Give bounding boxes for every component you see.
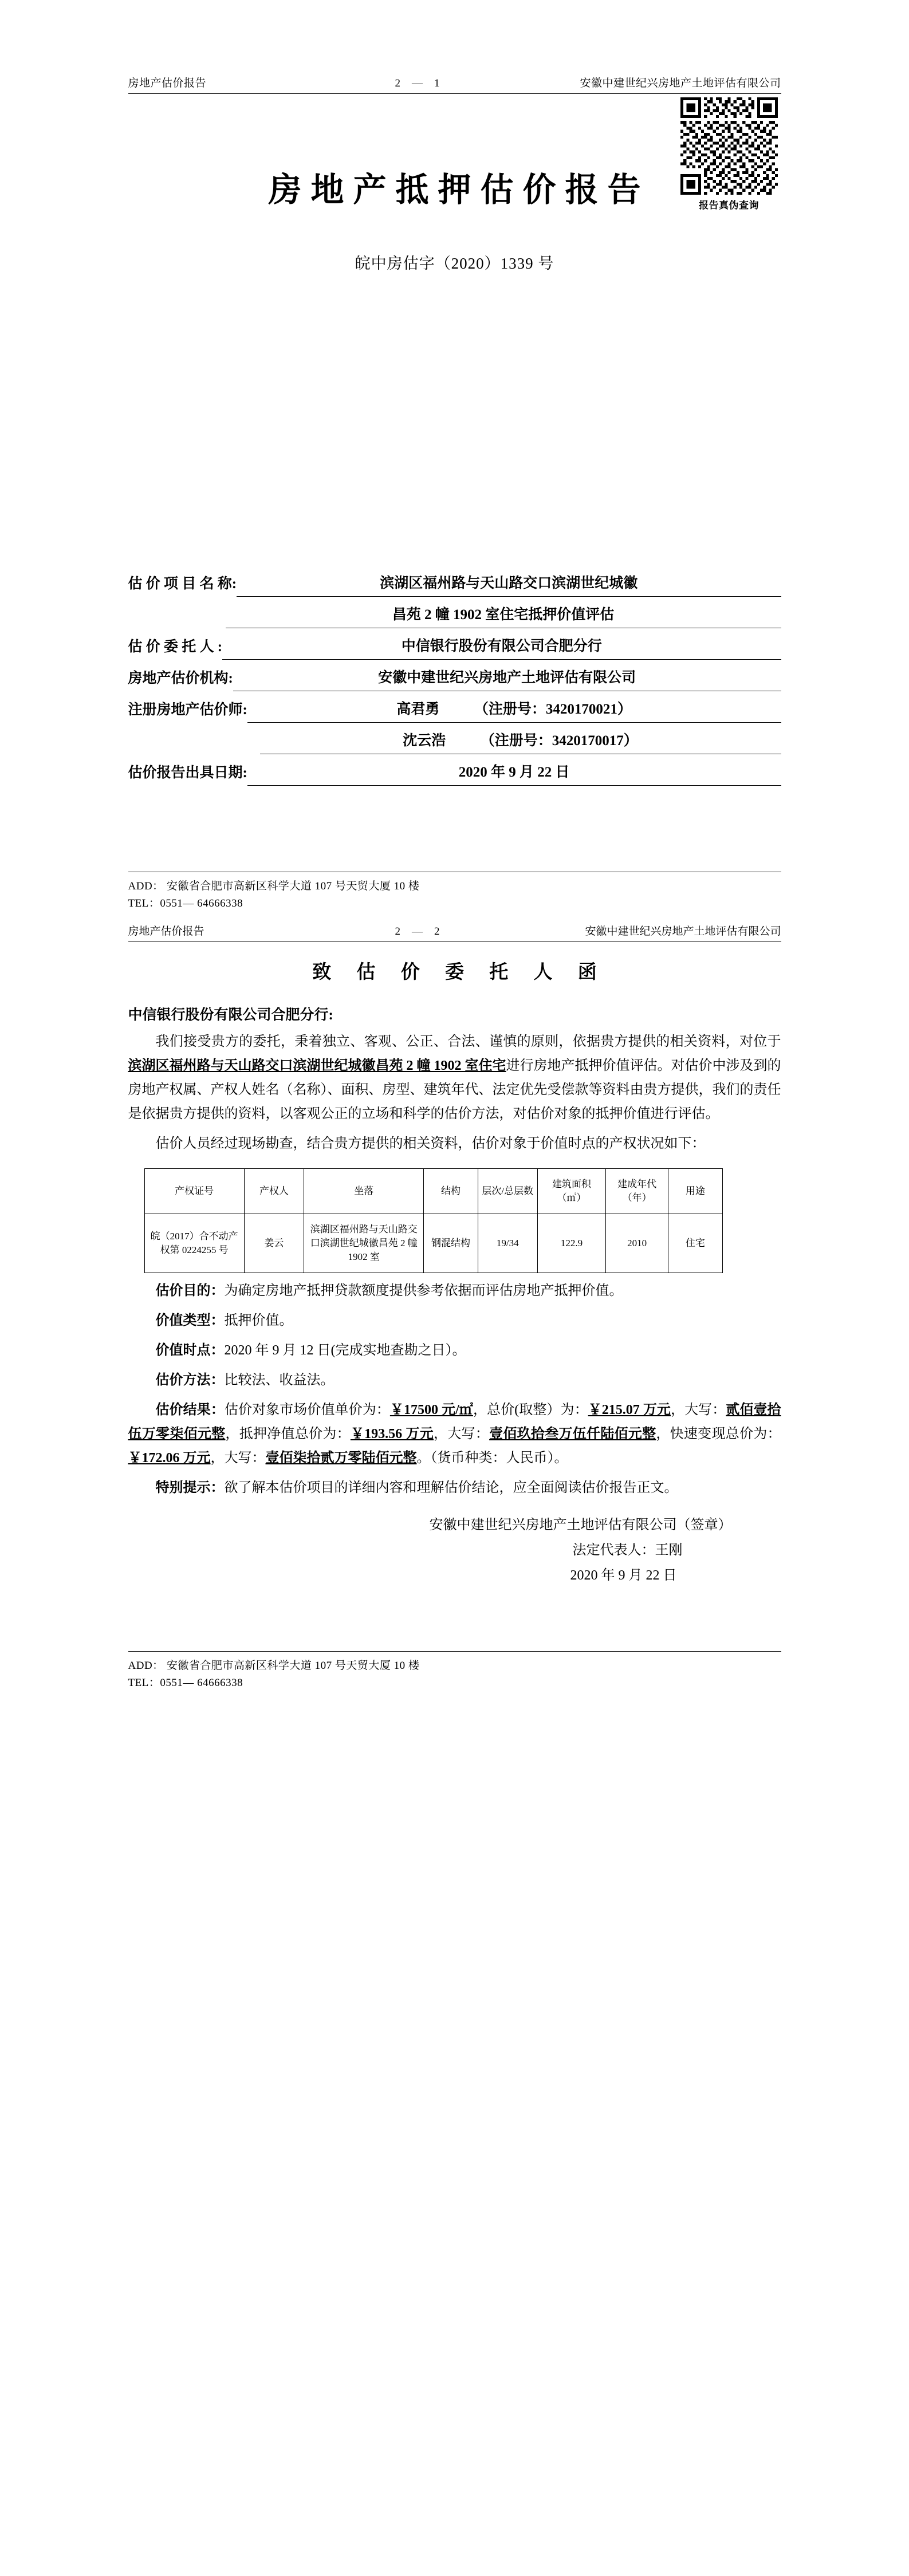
page-prefix: 2—	[395, 77, 434, 89]
field-client	[128, 634, 781, 660]
page-2	[128, 923, 781, 1692]
page-1	[128, 74, 781, 912]
appraiser-2-name: 沈云浩	[403, 733, 446, 749]
td-usage: 住宅	[668, 1214, 722, 1273]
field-project-name	[128, 571, 781, 597]
td-area: 122.9	[537, 1214, 605, 1273]
qr-code-svg	[680, 97, 778, 195]
item-value-type-text: 抵押价值。	[224, 1313, 293, 1328]
qr-caption: 报告真伪查询	[699, 200, 759, 211]
cover-fields	[128, 571, 781, 786]
result-total-price: ￥215.07 万元	[588, 1403, 671, 1417]
item-value-type	[128, 1309, 781, 1333]
para-1-underlined-subject: 滨湖区福州路与天山路交口滨湖世纪城徽昌苑 2 幢 1902 室住宅	[128, 1058, 506, 1073]
footer-2-address: ADD： 安徽省合肥市高新区科学大道 107 号天贸大厦 10 楼	[128, 1660, 420, 1672]
field-issue-date-value: 2020 年 9 月 22 日	[247, 760, 781, 786]
field-appraiser-1	[128, 697, 781, 723]
field-agency-label: 房地产估价机构:	[128, 671, 233, 686]
field-project-name-label: 估 价 项 目 名 称:	[128, 576, 237, 592]
th-area: 建筑面积（㎡）	[537, 1169, 605, 1214]
signature-date: 2020 年 9 月 22 日	[570, 1568, 677, 1583]
signature-block	[128, 1512, 781, 1588]
footer-2-divider	[128, 1651, 781, 1652]
item-value-date-label: 价值时点：	[155, 1343, 225, 1358]
qr-code-icon[interactable]	[680, 97, 778, 195]
item-methods-label: 估价方法：	[155, 1373, 225, 1388]
signature-legal-rep: 法定代表人：王刚	[572, 1543, 683, 1558]
page-2-footer	[128, 1651, 781, 1692]
page-2-prefix: 2—	[395, 925, 434, 938]
item-purpose-label: 估价目的：	[155, 1283, 225, 1298]
td-location: 滨湖区福州路与天山路交口滨湖世纪城徽昌苑 2 幢 1902 室	[304, 1214, 424, 1273]
table-header-row	[144, 1169, 722, 1214]
field-appraiser-2	[128, 728, 781, 754]
td-owner: 姜云	[244, 1214, 304, 1273]
field-appraiser-2-value	[260, 728, 781, 754]
th-structure: 结构	[424, 1169, 478, 1214]
appraiser-2-no: （注册号：3420170017）	[480, 733, 638, 749]
field-issue-date	[128, 760, 781, 786]
letter-paragraph-1	[128, 1030, 781, 1126]
field-appraiser-1-value	[247, 697, 781, 723]
running-header-left: 房地产估价报告	[128, 77, 207, 89]
report-number: 皖中房估字（2020）1339 号	[355, 255, 554, 272]
running-header-2	[128, 923, 781, 942]
result-t2: ，总价(取整）为：	[473, 1403, 588, 1417]
result-t7: ，大写：	[210, 1451, 266, 1466]
result-net-value-words: 壹佰玖拾叁万伍仟陆佰元整	[489, 1427, 656, 1441]
running-header-2-left: 房地产估价报告	[128, 925, 204, 938]
result-t8: 。（货币种类：人民币）。	[416, 1451, 568, 1466]
field-agency	[128, 665, 781, 691]
result-t5: ，大写：	[433, 1427, 490, 1441]
footer-2-tel: TEL：0551— 64666338	[128, 1677, 243, 1689]
item-purpose	[128, 1279, 781, 1303]
result-t1: 估价对象市场价值单价为：	[224, 1403, 390, 1417]
field-project-name-value: 滨湖区福州路与天山路交口滨湖世纪城徽	[237, 571, 781, 597]
item-purpose-text: 为确定房地产抵押贷款额度提供参考依据而评估房地产抵押价值。	[224, 1283, 623, 1298]
result-unit-price: ￥17500 元/㎡	[389, 1403, 473, 1417]
footer-address: ADD： 安徽省合肥市高新区科学大道 107 号天贸大厦 10 楼	[128, 880, 420, 892]
th-usage: 用途	[668, 1169, 722, 1214]
appraiser-1-no: （注册号：3420170021）	[474, 702, 632, 717]
result-t4: ，抵押净值总价为：	[225, 1427, 351, 1441]
td-structure: 钢混结构	[424, 1214, 478, 1273]
para-1-part-a: 我们接受贵方的委托，秉着独立、客观、公正、合法、谨慎的原则，依据贵方提供的相关资料，对位于	[155, 1034, 781, 1049]
table-row	[144, 1214, 722, 1273]
result-t6: ，快速变现总价为：	[656, 1427, 781, 1441]
result-quick-sale: ￥172.06 万元	[128, 1451, 211, 1466]
running-header-2-right: 安徽中建世纪兴房地产土地评估有限公司	[585, 925, 781, 938]
item-methods-text: 比较法、收益法。	[224, 1373, 335, 1388]
field-client-value: 中信银行股份有限公司合肥分行	[222, 634, 781, 660]
item-value-type-label: 价值类型：	[155, 1313, 225, 1328]
td-cert-no: 皖（2017）合不动产权第 0224255 号	[144, 1214, 244, 1273]
th-floor: 层次/总层数	[478, 1169, 537, 1214]
item-tip	[128, 1476, 781, 1500]
running-header	[128, 74, 781, 94]
th-cert-no: 产权证号	[144, 1169, 244, 1214]
result-t3: ，大写：	[670, 1403, 726, 1417]
running-header-page	[300, 77, 512, 90]
item-value-date	[128, 1338, 781, 1362]
running-header-right: 安徽中建世纪兴房地产土地评估有限公司	[580, 77, 781, 89]
td-year: 2010	[606, 1214, 668, 1273]
field-agency-value: 安徽中建世纪兴房地产土地评估有限公司	[233, 665, 781, 691]
result-quick-sale-words: 壹佰柒拾贰万零陆佰元整	[265, 1451, 417, 1466]
qr-block	[677, 97, 781, 211]
field-appraiser-label: 注册房地产估价师:	[128, 702, 247, 718]
appraiser-1-name: 高君勇	[396, 702, 440, 717]
page-number: 1	[434, 77, 451, 89]
item-result-label: 估价结果：	[155, 1403, 225, 1417]
result-net-value: ￥193.56 万元	[350, 1427, 434, 1441]
th-year: 建成年代（年）	[606, 1169, 668, 1214]
footer-tel: TEL：0551— 64666338	[128, 897, 243, 909]
page-1-footer	[128, 872, 781, 912]
field-project-name-value2: 昌苑 2 幢 1902 室住宅抵押价值评估	[226, 602, 781, 628]
item-tip-text: 欲了解本估价项目的详细内容和理解估价结论，应全面阅读估价报告正文。	[224, 1480, 678, 1495]
item-methods	[128, 1368, 781, 1392]
letter-title: 致 估 价 委 托 人 函	[312, 962, 607, 983]
field-issue-date-label: 估价报告出具日期:	[128, 765, 247, 781]
field-project-name-line2	[128, 602, 781, 628]
letter-paragraph-2: 估价人员经过现场勘查，结合贵方提供的相关资料，估价对象于价值时点的产权状况如下：	[155, 1136, 706, 1151]
running-header-2-page	[300, 925, 512, 938]
document-page	[0, 74, 909, 2576]
th-owner: 产权人	[244, 1169, 304, 1214]
field-client-label: 估 价 委 托 人 :	[128, 639, 223, 655]
signature-company: 安徽中建世纪兴房地产土地评估有限公司（签章）	[429, 1518, 732, 1533]
letter-addressee: 中信银行股份有限公司合肥分行:	[128, 1007, 333, 1023]
property-table	[144, 1168, 723, 1273]
td-floor: 19/34	[478, 1214, 537, 1273]
item-result	[128, 1398, 781, 1470]
page-title: 房地产抵押估价报告	[268, 171, 650, 208]
para-1-part-b: 进行房地产抵押价值评估。对估价中涉及到的房地产权属、产权人姓名（名称）、面积、房型、建筑年代、法定优先受偿款等资料由贵方提供，我们的责任是依据贵方提供的资料，以客观公正的立场和科学的估价方法，对估价对象的抵押价值进行评估。	[128, 1058, 781, 1121]
item-value-date-text: 2020 年 9 月 12 日(完成实地查勘之日）。	[224, 1343, 466, 1358]
item-tip-label: 特别提示：	[155, 1480, 225, 1495]
result-total-price-words: 贰佰壹拾伍万零柒佰元整	[128, 1403, 781, 1441]
th-location: 坐落	[304, 1169, 424, 1214]
page-2-number: 2	[434, 925, 451, 938]
